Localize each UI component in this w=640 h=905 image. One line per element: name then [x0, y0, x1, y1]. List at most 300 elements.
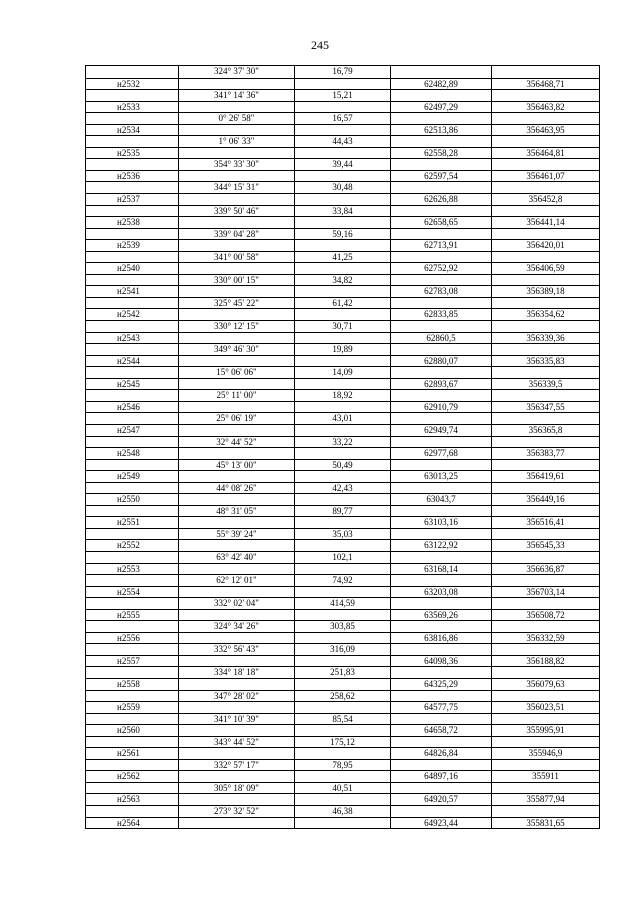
direction-angle-cell	[178, 379, 294, 390]
point-row	[86, 447, 599, 459]
point-row	[86, 424, 599, 436]
y-coordinate-cell	[491, 182, 599, 193]
segment-length-cell: 175,12	[294, 737, 390, 748]
direction-angle-cell	[178, 171, 294, 182]
x-coordinate-cell	[390, 598, 491, 609]
y-coordinate-cell: 355877,94	[491, 794, 599, 805]
segment-length-cell	[294, 125, 390, 136]
point-row	[86, 124, 599, 136]
y-coordinate-cell: 356461,07	[491, 171, 599, 182]
point-row	[86, 539, 599, 551]
direction-angle-cell	[178, 240, 294, 251]
x-coordinate-cell: 62513,86	[390, 125, 491, 136]
segment-length-cell: 19,89	[294, 344, 390, 355]
point-row	[86, 655, 599, 667]
direction-angle-cell: 339° 04' 28"	[178, 229, 294, 240]
x-coordinate-cell: 62949,74	[390, 425, 491, 436]
x-coordinate-cell: 62860,5	[390, 333, 491, 344]
point-id-cell	[86, 714, 178, 725]
segment-length-cell	[294, 217, 390, 228]
direction-angle-cell: 324° 37' 30"	[178, 66, 294, 78]
direction-angle-cell	[178, 471, 294, 482]
direction-angle-cell	[178, 402, 294, 413]
y-coordinate-cell	[491, 506, 599, 517]
x-coordinate-cell: 63569,26	[390, 610, 491, 621]
point-id-cell: н2555	[117, 609, 140, 620]
segment-length-cell	[294, 679, 390, 690]
segment-row	[86, 736, 599, 748]
direction-angle-cell: 332° 02' 04"	[178, 598, 294, 609]
y-coordinate-cell	[491, 367, 599, 378]
segment-length-cell: 258,62	[294, 691, 390, 702]
x-coordinate-cell: 62713,91	[390, 240, 491, 251]
segment-row	[86, 89, 599, 101]
x-coordinate-cell: 64897,16	[390, 771, 491, 782]
direction-angle-cell: 32° 44' 52"	[178, 437, 294, 448]
x-coordinate-cell	[390, 437, 491, 448]
point-id-cell	[86, 390, 178, 401]
point-id-cell	[86, 621, 178, 632]
segment-length-cell	[294, 656, 390, 667]
direction-angle-cell	[178, 771, 294, 782]
segment-row	[86, 643, 599, 655]
point-row	[86, 285, 599, 297]
y-coordinate-cell: 356389,18	[491, 286, 599, 297]
point-row	[86, 332, 599, 344]
point-id-cell: н2541	[117, 286, 140, 297]
direction-angle-cell: 62° 12' 01"	[178, 575, 294, 586]
direction-angle-cell: 325° 45' 22"	[178, 298, 294, 309]
direction-angle-cell: 343° 44' 52"	[178, 737, 294, 748]
segment-row	[86, 228, 599, 240]
direction-angle-cell	[178, 679, 294, 690]
direction-angle-cell: 55° 39' 24"	[178, 529, 294, 540]
x-coordinate-cell	[390, 575, 491, 586]
point-row	[86, 609, 599, 621]
x-coordinate-cell	[390, 113, 491, 124]
point-row	[86, 747, 599, 759]
y-coordinate-cell	[491, 159, 599, 170]
direction-angle-cell: 341° 14' 36"	[178, 90, 294, 101]
point-id-cell	[86, 252, 178, 263]
y-coordinate-cell	[491, 206, 599, 217]
y-coordinate-cell	[491, 390, 599, 401]
point-id-cell	[86, 806, 178, 817]
direction-angle-cell	[178, 217, 294, 228]
segment-length-cell	[294, 448, 390, 459]
y-coordinate-cell: 356354,62	[491, 309, 599, 320]
segment-length-cell: 43,01	[294, 413, 390, 424]
x-coordinate-cell	[390, 252, 491, 263]
point-id-cell: н2551	[117, 517, 140, 528]
segment-length-cell	[294, 194, 390, 205]
segment-length-cell: 40,51	[294, 783, 390, 794]
y-coordinate-cell: 356468,71	[491, 79, 599, 90]
y-coordinate-cell: 356703,14	[491, 587, 599, 598]
point-id-cell: н2547	[117, 424, 140, 435]
x-coordinate-cell	[390, 552, 491, 563]
segment-length-cell	[294, 587, 390, 598]
segment-row	[86, 135, 599, 147]
segment-length-cell: 303,85	[294, 621, 390, 632]
point-id-cell: н2539	[117, 240, 140, 251]
y-coordinate-cell: 356406,59	[491, 263, 599, 274]
y-coordinate-cell: 356441,14	[491, 217, 599, 228]
direction-angle-cell: 332° 56' 43"	[178, 644, 294, 655]
direction-angle-cell: 344° 15' 31"	[178, 182, 294, 193]
y-coordinate-cell	[491, 275, 599, 286]
segment-length-cell	[294, 564, 390, 575]
segment-length-cell	[294, 725, 390, 736]
segment-length-cell	[294, 771, 390, 782]
y-coordinate-cell	[491, 136, 599, 147]
segment-length-cell	[294, 748, 390, 759]
x-coordinate-cell	[390, 321, 491, 332]
point-id-cell	[86, 598, 178, 609]
y-coordinate-cell	[491, 691, 599, 702]
segment-length-cell: 46,38	[294, 806, 390, 817]
direction-angle-cell	[178, 102, 294, 113]
segment-row	[86, 158, 599, 170]
x-coordinate-cell: 62658,65	[390, 217, 491, 228]
segment-row	[86, 597, 599, 609]
y-coordinate-cell: 356383,77	[491, 448, 599, 459]
x-coordinate-cell: 62482,89	[390, 79, 491, 90]
point-row	[86, 586, 599, 598]
segment-length-cell	[294, 79, 390, 90]
point-id-cell: н2564	[117, 817, 140, 828]
segment-row	[86, 66, 599, 78]
point-id-cell	[86, 483, 178, 494]
point-id-cell: н2563	[117, 794, 140, 805]
direction-angle-cell: 305° 18' 09"	[178, 783, 294, 794]
point-id-cell	[86, 66, 178, 78]
y-coordinate-cell	[491, 344, 599, 355]
point-row	[86, 193, 599, 205]
segment-length-cell: 33,84	[294, 206, 390, 217]
y-coordinate-cell	[491, 598, 599, 609]
x-coordinate-cell	[390, 66, 491, 78]
direction-angle-cell	[178, 656, 294, 667]
segment-row	[86, 759, 599, 771]
point-row	[86, 724, 599, 736]
point-row	[86, 817, 599, 829]
y-coordinate-cell: 355911	[491, 771, 599, 782]
point-id-cell: н2546	[117, 401, 140, 412]
direction-angle-cell: 324° 34' 26"	[178, 621, 294, 632]
direction-angle-cell: 339° 50' 46"	[178, 206, 294, 217]
direction-angle-cell: 25° 11' 00"	[178, 390, 294, 401]
segment-length-cell	[294, 540, 390, 551]
point-id-cell	[86, 182, 178, 193]
point-row	[86, 78, 599, 90]
segment-length-cell	[294, 333, 390, 344]
y-coordinate-cell: 356339,5	[491, 379, 599, 390]
x-coordinate-cell: 62893,67	[390, 379, 491, 390]
point-row	[86, 378, 599, 390]
x-coordinate-cell: 62783,08	[390, 286, 491, 297]
y-coordinate-cell: 356464,81	[491, 148, 599, 159]
point-id-cell	[86, 529, 178, 540]
segment-row	[86, 274, 599, 286]
point-id-cell	[86, 136, 178, 147]
segment-row	[86, 482, 599, 494]
x-coordinate-cell: 64920,57	[390, 794, 491, 805]
x-coordinate-cell: 64826,84	[390, 748, 491, 759]
segment-length-cell	[294, 402, 390, 413]
y-coordinate-cell	[491, 806, 599, 817]
x-coordinate-cell	[390, 783, 491, 794]
y-coordinate-cell: 355995,91	[491, 725, 599, 736]
y-coordinate-cell	[491, 714, 599, 725]
segment-row	[86, 412, 599, 424]
point-id-cell	[86, 298, 178, 309]
x-coordinate-cell: 63103,16	[390, 517, 491, 528]
x-coordinate-cell	[390, 737, 491, 748]
x-coordinate-cell: 63043,7	[390, 494, 491, 505]
y-coordinate-cell: 356420,01	[491, 240, 599, 251]
segment-length-cell	[294, 610, 390, 621]
segment-row	[86, 251, 599, 263]
direction-angle-cell: 341° 00' 58"	[178, 252, 294, 263]
direction-angle-cell	[178, 564, 294, 575]
point-row	[86, 401, 599, 413]
point-id-cell	[86, 460, 178, 471]
point-id-cell: н2557	[117, 655, 140, 666]
point-id-cell	[86, 344, 178, 355]
segment-row	[86, 343, 599, 355]
x-coordinate-cell: 62626,88	[390, 194, 491, 205]
point-row	[86, 470, 599, 482]
point-row	[86, 632, 599, 644]
segment-row	[86, 389, 599, 401]
x-coordinate-cell	[390, 506, 491, 517]
x-coordinate-cell: 63168,14	[390, 564, 491, 575]
x-coordinate-cell: 62977,68	[390, 448, 491, 459]
direction-angle-cell	[178, 794, 294, 805]
point-row	[86, 101, 599, 113]
x-coordinate-cell	[390, 644, 491, 655]
x-coordinate-cell	[390, 344, 491, 355]
point-id-cell: н2549	[117, 471, 140, 482]
y-coordinate-cell: 356079,63	[491, 679, 599, 690]
x-coordinate-cell	[390, 275, 491, 286]
segment-row	[86, 620, 599, 632]
point-id-cell: н2540	[117, 263, 140, 274]
point-id-cell	[86, 159, 178, 170]
direction-angle-cell: 45° 13' 00"	[178, 460, 294, 471]
segment-row	[86, 112, 599, 124]
segment-row	[86, 666, 599, 678]
segment-row	[86, 805, 599, 817]
direction-angle-cell: 334° 18' 18"	[178, 667, 294, 678]
direction-angle-cell: 330° 00' 15"	[178, 275, 294, 286]
segment-length-cell: 89,77	[294, 506, 390, 517]
direction-angle-cell	[178, 633, 294, 644]
x-coordinate-cell	[390, 621, 491, 632]
point-row	[86, 308, 599, 320]
segment-length-cell: 61,42	[294, 298, 390, 309]
y-coordinate-cell	[491, 552, 599, 563]
segment-row	[86, 320, 599, 332]
segment-length-cell: 41,25	[294, 252, 390, 263]
point-id-cell: н2558	[117, 678, 140, 689]
segment-row	[86, 436, 599, 448]
x-coordinate-cell: 63203,08	[390, 587, 491, 598]
segment-length-cell: 74,92	[294, 575, 390, 586]
y-coordinate-cell: 356419,61	[491, 471, 599, 482]
point-row	[86, 678, 599, 690]
coordinates-table	[85, 65, 600, 829]
y-coordinate-cell: 355946,9	[491, 748, 599, 759]
direction-angle-cell: 347° 28' 02"	[178, 691, 294, 702]
direction-angle-cell: 63° 42' 40"	[178, 552, 294, 563]
y-coordinate-cell	[491, 437, 599, 448]
direction-angle-cell	[178, 494, 294, 505]
segment-row	[86, 574, 599, 586]
point-row	[86, 355, 599, 367]
x-coordinate-cell	[390, 760, 491, 771]
segment-length-cell: 34,82	[294, 275, 390, 286]
x-coordinate-cell	[390, 529, 491, 540]
segment-length-cell: 30,48	[294, 182, 390, 193]
segment-length-cell	[294, 702, 390, 713]
point-id-cell	[86, 367, 178, 378]
point-id-cell	[86, 90, 178, 101]
point-id-cell: н2544	[117, 355, 140, 366]
y-coordinate-cell	[491, 66, 599, 78]
segment-length-cell: 85,54	[294, 714, 390, 725]
segment-length-cell: 59,16	[294, 229, 390, 240]
y-coordinate-cell: 356339,36	[491, 333, 599, 344]
point-id-cell: н2537	[117, 194, 140, 205]
segment-row	[86, 690, 599, 702]
point-row	[86, 701, 599, 713]
segment-row	[86, 505, 599, 517]
y-coordinate-cell	[491, 113, 599, 124]
x-coordinate-cell: 64923,44	[390, 818, 491, 829]
point-id-cell	[86, 737, 178, 748]
y-coordinate-cell	[491, 783, 599, 794]
y-coordinate-cell: 356516,41	[491, 517, 599, 528]
segment-length-cell	[294, 517, 390, 528]
x-coordinate-cell: 64658,72	[390, 725, 491, 736]
y-coordinate-cell	[491, 575, 599, 586]
point-row	[86, 563, 599, 575]
y-coordinate-cell	[491, 621, 599, 632]
x-coordinate-cell: 62910,79	[390, 402, 491, 413]
y-coordinate-cell	[491, 229, 599, 240]
point-id-cell	[86, 437, 178, 448]
segment-length-cell: 414,59	[294, 598, 390, 609]
segment-row	[86, 528, 599, 540]
point-id-cell	[86, 667, 178, 678]
point-id-cell: н2543	[117, 332, 140, 343]
x-coordinate-cell: 62597,54	[390, 171, 491, 182]
direction-angle-cell	[178, 610, 294, 621]
segment-length-cell	[294, 286, 390, 297]
point-id-cell	[86, 552, 178, 563]
y-coordinate-cell: 356335,83	[491, 356, 599, 367]
x-coordinate-cell	[390, 806, 491, 817]
point-row	[86, 493, 599, 505]
direction-angle-cell	[178, 448, 294, 459]
x-coordinate-cell: 62833,85	[390, 309, 491, 320]
segment-row	[86, 782, 599, 794]
x-coordinate-cell: 62752,92	[390, 263, 491, 274]
segment-length-cell: 14,09	[294, 367, 390, 378]
point-id-cell	[86, 113, 178, 124]
direction-angle-cell: 0° 26' 58"	[178, 113, 294, 124]
segment-length-cell	[294, 102, 390, 113]
direction-angle-cell	[178, 333, 294, 344]
segment-length-cell	[294, 240, 390, 251]
point-id-cell: н2545	[117, 378, 140, 389]
segment-length-cell: 44,43	[294, 136, 390, 147]
point-id-cell	[86, 760, 178, 771]
point-row	[86, 239, 599, 251]
point-id-cell: н2556	[117, 632, 140, 643]
y-coordinate-cell	[491, 460, 599, 471]
segment-length-cell: 30,71	[294, 321, 390, 332]
point-row	[86, 770, 599, 782]
segment-length-cell: 102,1	[294, 552, 390, 563]
segment-length-cell	[294, 263, 390, 274]
x-coordinate-cell	[390, 159, 491, 170]
point-id-cell: н2538	[117, 217, 140, 228]
segment-row	[86, 205, 599, 217]
x-coordinate-cell	[390, 136, 491, 147]
x-coordinate-cell	[390, 714, 491, 725]
y-coordinate-cell	[491, 760, 599, 771]
x-coordinate-cell	[390, 667, 491, 678]
y-coordinate-cell: 356508,72	[491, 610, 599, 621]
direction-angle-cell: 332° 57' 17"	[178, 760, 294, 771]
x-coordinate-cell	[390, 691, 491, 702]
direction-angle-cell	[178, 356, 294, 367]
y-coordinate-cell: 356023,51	[491, 702, 599, 713]
y-coordinate-cell: 356332,59	[491, 633, 599, 644]
y-coordinate-cell: 356449,16	[491, 494, 599, 505]
point-id-cell	[86, 413, 178, 424]
page-number: 245	[311, 38, 329, 52]
point-id-cell: н2560	[117, 725, 140, 736]
segment-length-cell: 42,43	[294, 483, 390, 494]
segment-length-cell: 16,57	[294, 113, 390, 124]
y-coordinate-cell: 356347,55	[491, 402, 599, 413]
point-id-cell: н2554	[117, 586, 140, 597]
direction-angle-cell: 354° 33' 30"	[178, 159, 294, 170]
x-coordinate-cell	[390, 90, 491, 101]
direction-angle-cell	[178, 517, 294, 528]
point-id-cell: н2553	[117, 563, 140, 574]
point-id-cell: н2542	[117, 309, 140, 320]
direction-angle-cell	[178, 725, 294, 736]
x-coordinate-cell: 64577,75	[390, 702, 491, 713]
direction-angle-cell: 273° 32' 52"	[178, 806, 294, 817]
x-coordinate-cell	[390, 483, 491, 494]
direction-angle-cell	[178, 194, 294, 205]
segment-length-cell: 15,21	[294, 90, 390, 101]
point-id-cell: н2550	[117, 494, 140, 505]
x-coordinate-cell: 64325,29	[390, 679, 491, 690]
y-coordinate-cell	[491, 644, 599, 655]
segment-length-cell	[294, 494, 390, 505]
y-coordinate-cell: 356452,8	[491, 194, 599, 205]
direction-angle-cell	[178, 125, 294, 136]
point-id-cell: н2562	[117, 771, 140, 782]
point-row	[86, 793, 599, 805]
